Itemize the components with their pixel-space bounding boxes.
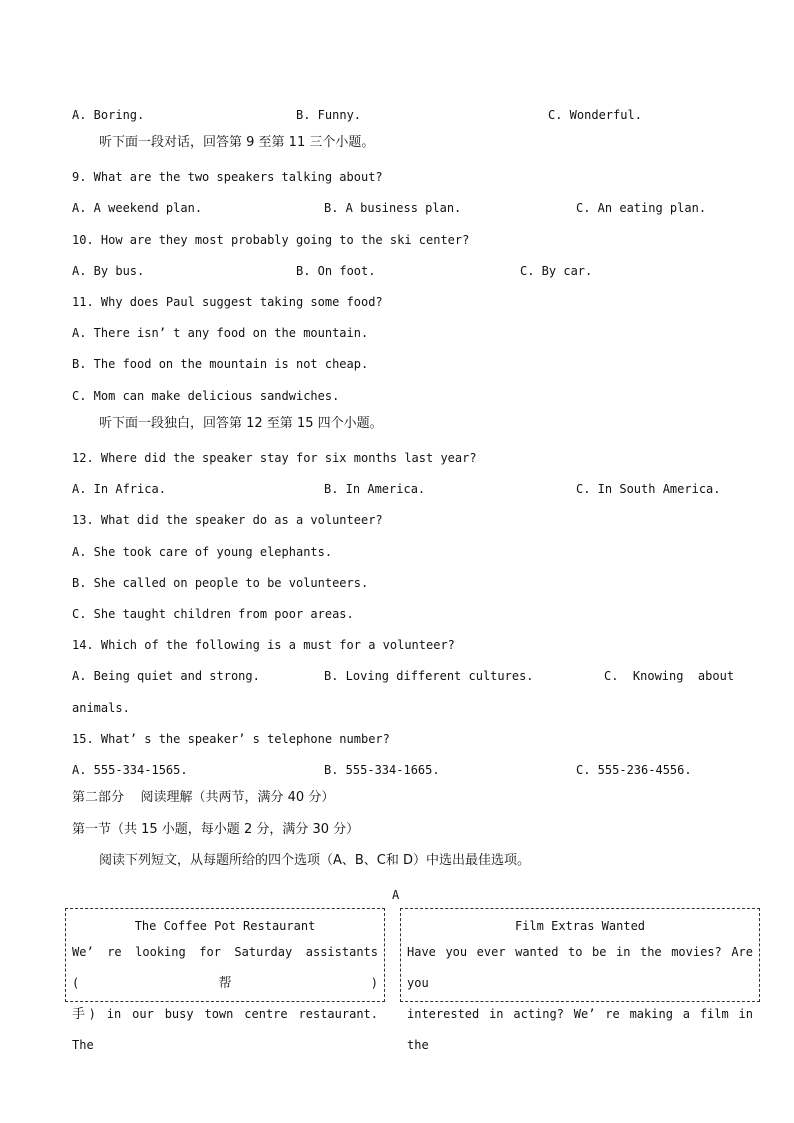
- q11-stem: 11. Why does Paul suggest taking some food?: [72, 295, 383, 309]
- q12-option-b: B. In America.: [324, 482, 426, 496]
- q15-option-c: C. 555-236-4556.: [576, 763, 692, 777]
- ad-film-extras: [400, 908, 760, 1052]
- q9-option-b: B. A business plan.: [324, 201, 462, 215]
- q10-option-b: B. On foot.: [296, 264, 376, 278]
- section1-heading: 第一节（共 15 小题，每小题 2 分，满分 30 分）: [72, 822, 360, 837]
- q9-option-c: C. An eating plan.: [576, 201, 707, 215]
- q15-option-b: B. 555-334-1665.: [324, 763, 440, 777]
- q15-stem: 15. What’ s the speaker’ s telephone number?: [72, 732, 390, 746]
- passage-label: A: [392, 888, 400, 902]
- q9-stem: 9. What are the two speakers talking about?: [72, 170, 383, 184]
- reading-instruction: 阅读下列短文，从每题所给的四个选项（A、B、C和 D）中选出最佳选项。: [99, 853, 531, 868]
- q8-option-b: B. Funny.: [296, 108, 362, 122]
- q10-stem: 10. How are they most probably going to the ski center?: [72, 233, 470, 247]
- q14-stem: 14. Which of the following is a must for a volunteer?: [72, 638, 455, 652]
- q13-option-a: A. She took care of young elephants.: [72, 545, 333, 559]
- q10-option-c: C. By car.: [520, 264, 593, 278]
- q14-option-c: C. Knowing about: [604, 669, 735, 683]
- ad-film-extras-text: Have you ever wanted to be in the movies? Are you interested in acting? We’ re making a film in the: [407, 945, 753, 1052]
- q14-option-b: B. Loving different cultures.: [324, 669, 534, 683]
- q13-stem: 13. What did the speaker do as a volunteer?: [72, 513, 383, 527]
- q15-option-a: A. 555-334-1565.: [72, 763, 188, 777]
- ad-coffee-pot-text: We’ re looking for Saturday assistants (帮) 手) in our busy town centre restaurant. The: [72, 945, 378, 1052]
- q11-option-a: A. There isn’ t any food on the mountain.: [72, 326, 369, 340]
- q11-option-b: B. The food on the mountain is not cheap.: [72, 357, 369, 371]
- q12-stem: 12. Where did the speaker stay for six months last year?: [72, 451, 477, 465]
- q11-option-c: C. Mom can make delicious sandwiches.: [72, 389, 340, 403]
- q14-option-a: A. Being quiet and strong.: [72, 669, 260, 683]
- monologue-instruction: 听下面一段独白，回答第 12 至第 15 四个小题。: [99, 416, 383, 431]
- dialogue-instruction: 听下面一段对话，回答第 9 至第 11 三个小题。: [99, 135, 375, 150]
- q8-option-a: A. Boring.: [72, 108, 145, 122]
- q13-option-c: C. She taught children from poor areas.: [72, 607, 354, 621]
- part2-heading: 第二部分 阅读理解（共两节，满分 40 分）: [72, 790, 335, 805]
- q12-option-c: C. In South America.: [576, 482, 721, 496]
- q8-option-c: C. Wonderful.: [548, 108, 642, 122]
- ad-coffee-pot: [65, 908, 385, 1052]
- ad-coffee-pot-title: The Coffee Pot Restaurant: [134, 919, 316, 933]
- ad-film-extras-title: Film Extras Wanted: [514, 919, 646, 933]
- q13-option-b: B. She called on people to be volunteers.: [72, 576, 369, 590]
- q9-option-a: A. A weekend plan.: [72, 201, 203, 215]
- q12-option-a: A. In Africa.: [72, 482, 166, 496]
- q10-option-a: A. By bus.: [72, 264, 145, 278]
- q14-option-c-cont: animals.: [72, 701, 130, 715]
